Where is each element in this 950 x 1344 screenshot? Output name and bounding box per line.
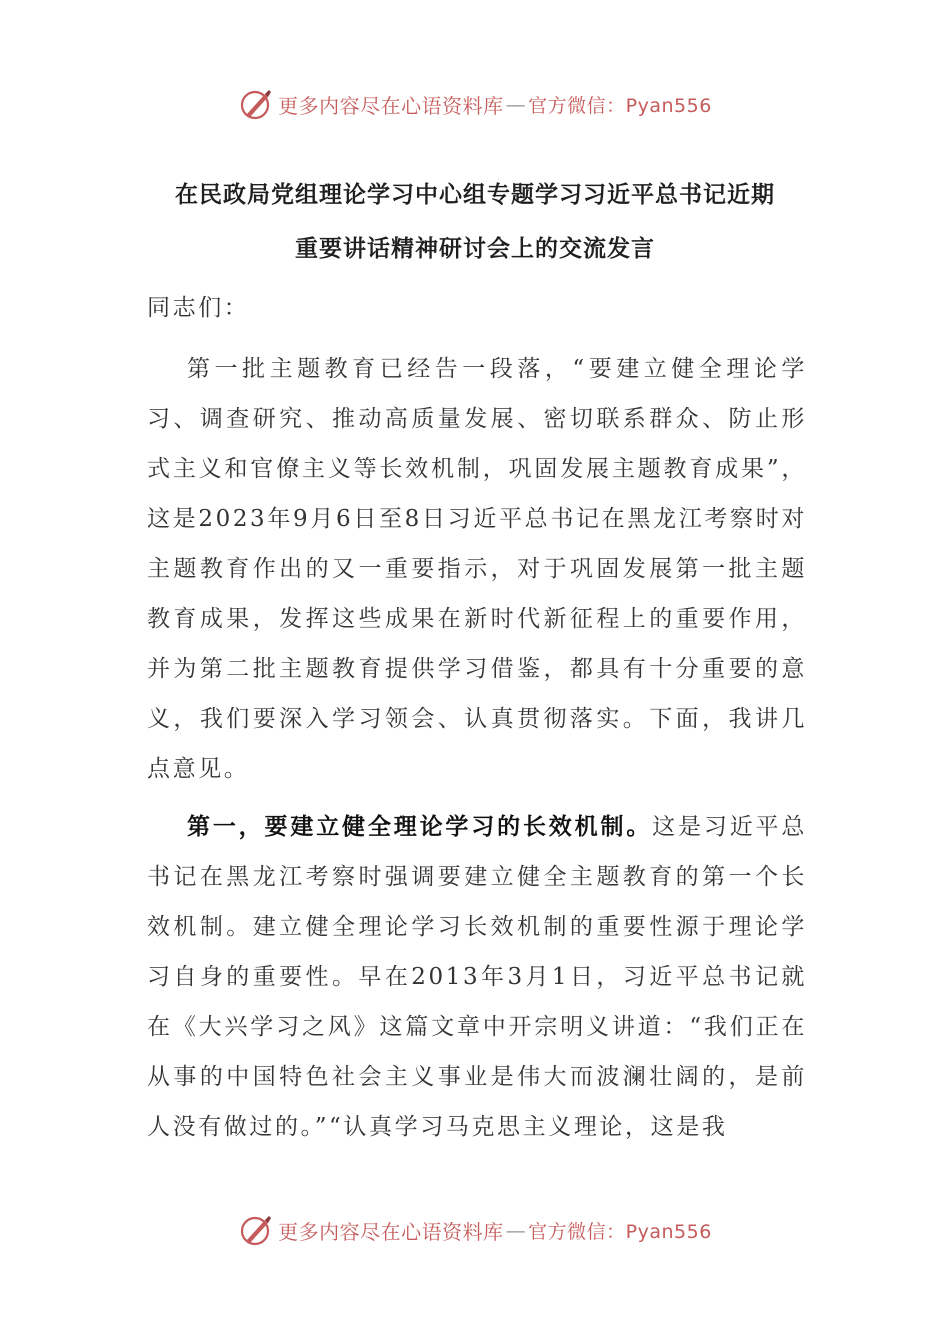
paragraph-2-body: 这是习近平总书记在黑龙江考察时强调要建立健全主题教育的第一个长效机制。建立健全理论学习长效机制的重要性源于理论学习自身的重要性。早在2013年3月1日，习近平总书记就在《大兴学习之风》这篇文章中开宗明义讲道：“我们正在从事的中国特色社会主义事业是伟大而波澜壮阔的，是前人没有做过的。”“认真学习马克思主义理论，这是我	[147, 814, 807, 1140]
watermark-separator: —	[505, 92, 527, 116]
watermark-banner-top	[0, 84, 950, 124]
document-title-line1: 在民政局党组理论学习中心组专题学习习近平总书记近期	[175, 182, 775, 208]
pen-logo-icon	[238, 1212, 274, 1248]
watermark-banner-bottom	[0, 1210, 950, 1250]
pen-logo-icon	[238, 86, 274, 122]
watermark-text: 更多内容尽在心语资料库	[278, 93, 504, 118]
paragraph-2-heading: 第一，要建立健全理论学习的长效机制。	[187, 814, 653, 840]
watermark-text: 更多内容尽在心语资料库	[278, 1219, 504, 1244]
paragraph-2	[147, 802, 807, 1152]
salutation: 同志们：	[147, 295, 250, 321]
document-title-line2: 重要讲话精神研讨会上的交流发言	[295, 236, 655, 262]
watermark-contact: 官方微信：Pyan556	[528, 94, 712, 117]
watermark-separator: —	[505, 1218, 527, 1242]
watermark-contact: 官方微信：Pyan556	[528, 1220, 712, 1243]
paragraph-1: 第一批主题教育已经告一段落，“要建立健全理论学习、调查研究、推动高质量发展、密切联系群众、防止形式主义和官僚主义等长效机制，巩固发展主题教育成果”，这是2023年9月6日至8日习近平总书记在黑龙江考察时对主题教育作出的又一重要指示，对于巩固发展第一批主题教育成果，发挥这些成果在新时代新征程上的重要作用，并为第二批主题教育提供学习借鉴，都具有十分重要的意义，我们要深入学习领会、认真贯彻落实。下面，我讲几点意见。	[147, 356, 807, 782]
